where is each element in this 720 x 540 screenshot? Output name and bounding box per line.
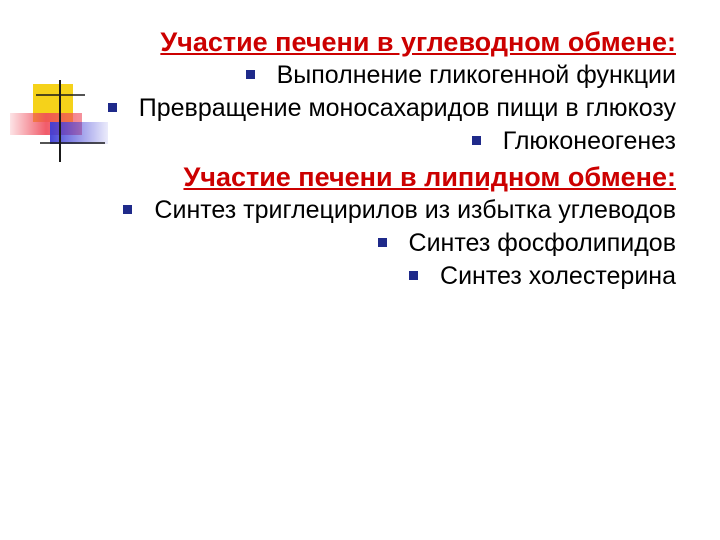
list-item <box>40 59 676 92</box>
list-item <box>40 125 676 158</box>
list-item <box>40 260 676 293</box>
square-bullet-icon <box>472 136 481 145</box>
list-item-text: Глюконеогенез <box>502 127 676 155</box>
list-item <box>40 92 676 125</box>
list-item-text: Превращение моносахаридов пищи в глюкозу <box>138 94 676 122</box>
list-item <box>40 227 676 260</box>
list-item-text: Синтез фосфолипидов <box>408 229 676 257</box>
list-item-text: Синтез холестерина <box>440 262 676 290</box>
heading-lipid-metabolism: Участие печени в липидном обмене: <box>183 162 676 192</box>
slide-content <box>40 26 676 293</box>
square-bullet-icon <box>409 271 418 280</box>
square-bullet-icon <box>108 103 117 112</box>
list-item <box>40 194 676 227</box>
square-bullet-icon <box>123 205 132 214</box>
square-bullet-icon <box>246 70 255 79</box>
square-bullet-icon <box>378 238 387 247</box>
heading-carbohydrate-metabolism: Участие печени в углеводном обмене: <box>160 27 676 57</box>
list-item-text: Синтез триглецирилов из избытка углеводов <box>154 196 676 224</box>
list-item-text: Выполнение гликогенной функции <box>276 61 676 89</box>
